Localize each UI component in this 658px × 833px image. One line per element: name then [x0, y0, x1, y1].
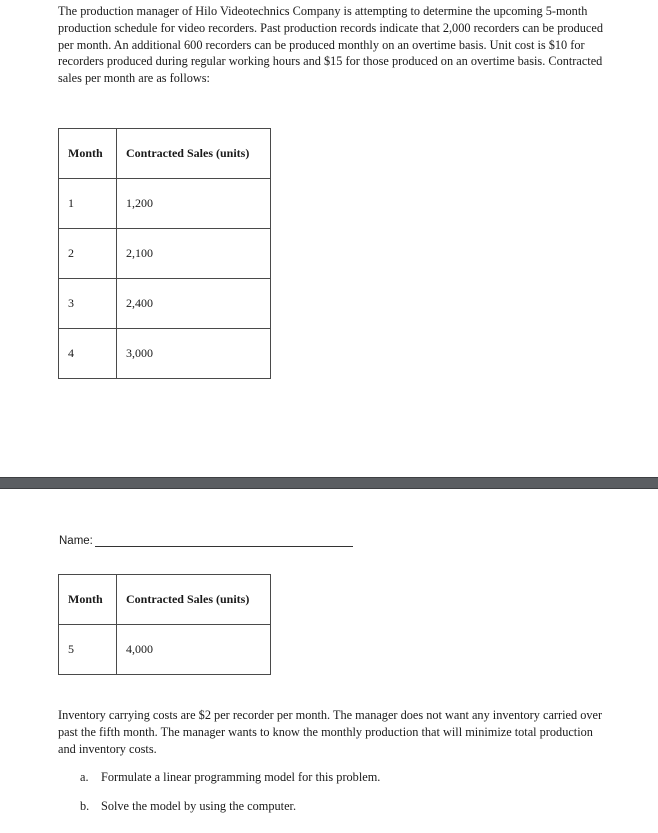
question-text: Formulate a linear programming model for this problem. [101, 770, 381, 784]
table-row [59, 179, 271, 229]
table-row [59, 329, 271, 379]
table-row [59, 229, 271, 279]
sales-cell: 4,000 [117, 625, 271, 675]
sales-column-header: Contracted Sales (units) [117, 129, 271, 179]
document-page-2 [0, 489, 658, 833]
month-column-header: Month [59, 575, 117, 625]
month-column-header: Month [59, 129, 117, 179]
question-a [80, 770, 380, 785]
table-row [59, 279, 271, 329]
problem-intro-paragraph: The production manager of Hilo Videotechnics Company is attempting to determine the upcoming 5-month production schedule for video recorders. Past production records indicate that 2,000 recorders can be produced per month. An additional 600 recorders can be produced monthly on an overtime basis. Unit cost is $10 for recorders produced during regular working hours and $15 for those produced on an overtime basis. Contracted sales per month are as follows: [58, 4, 603, 86]
sales-cell: 2,100 [117, 229, 271, 279]
page-separator [0, 477, 658, 489]
month-cell: 5 [59, 625, 117, 675]
table-row [59, 625, 271, 675]
table-header-row [59, 129, 271, 179]
name-field-row [59, 535, 353, 547]
inventory-cost-paragraph: Inventory carrying costs are $2 per recorder per month. The manager does not want any inventory carried over past the fifth month. The manager wants to know the monthly production that will minimize total production and inventory costs. [58, 708, 603, 756]
question-b [80, 799, 296, 814]
month-cell: 3 [59, 279, 117, 329]
sales-column-header: Contracted Sales (units) [117, 575, 271, 625]
month-cell: 2 [59, 229, 117, 279]
question-text: Solve the model by using the computer. [101, 799, 297, 813]
sales-cell: 1,200 [117, 179, 271, 229]
contracted-sales-table-2 [58, 574, 271, 675]
sales-cell: 3,000 [117, 329, 271, 379]
question-label: a. [80, 770, 89, 784]
month-cell: 4 [59, 329, 117, 379]
name-blank-line [95, 536, 353, 547]
table-header-row [59, 575, 271, 625]
name-label: Name: [59, 535, 93, 547]
month-cell: 1 [59, 179, 117, 229]
contracted-sales-table-1 [58, 128, 271, 379]
sales-cell: 2,400 [117, 279, 271, 329]
question-label: b. [80, 799, 90, 813]
